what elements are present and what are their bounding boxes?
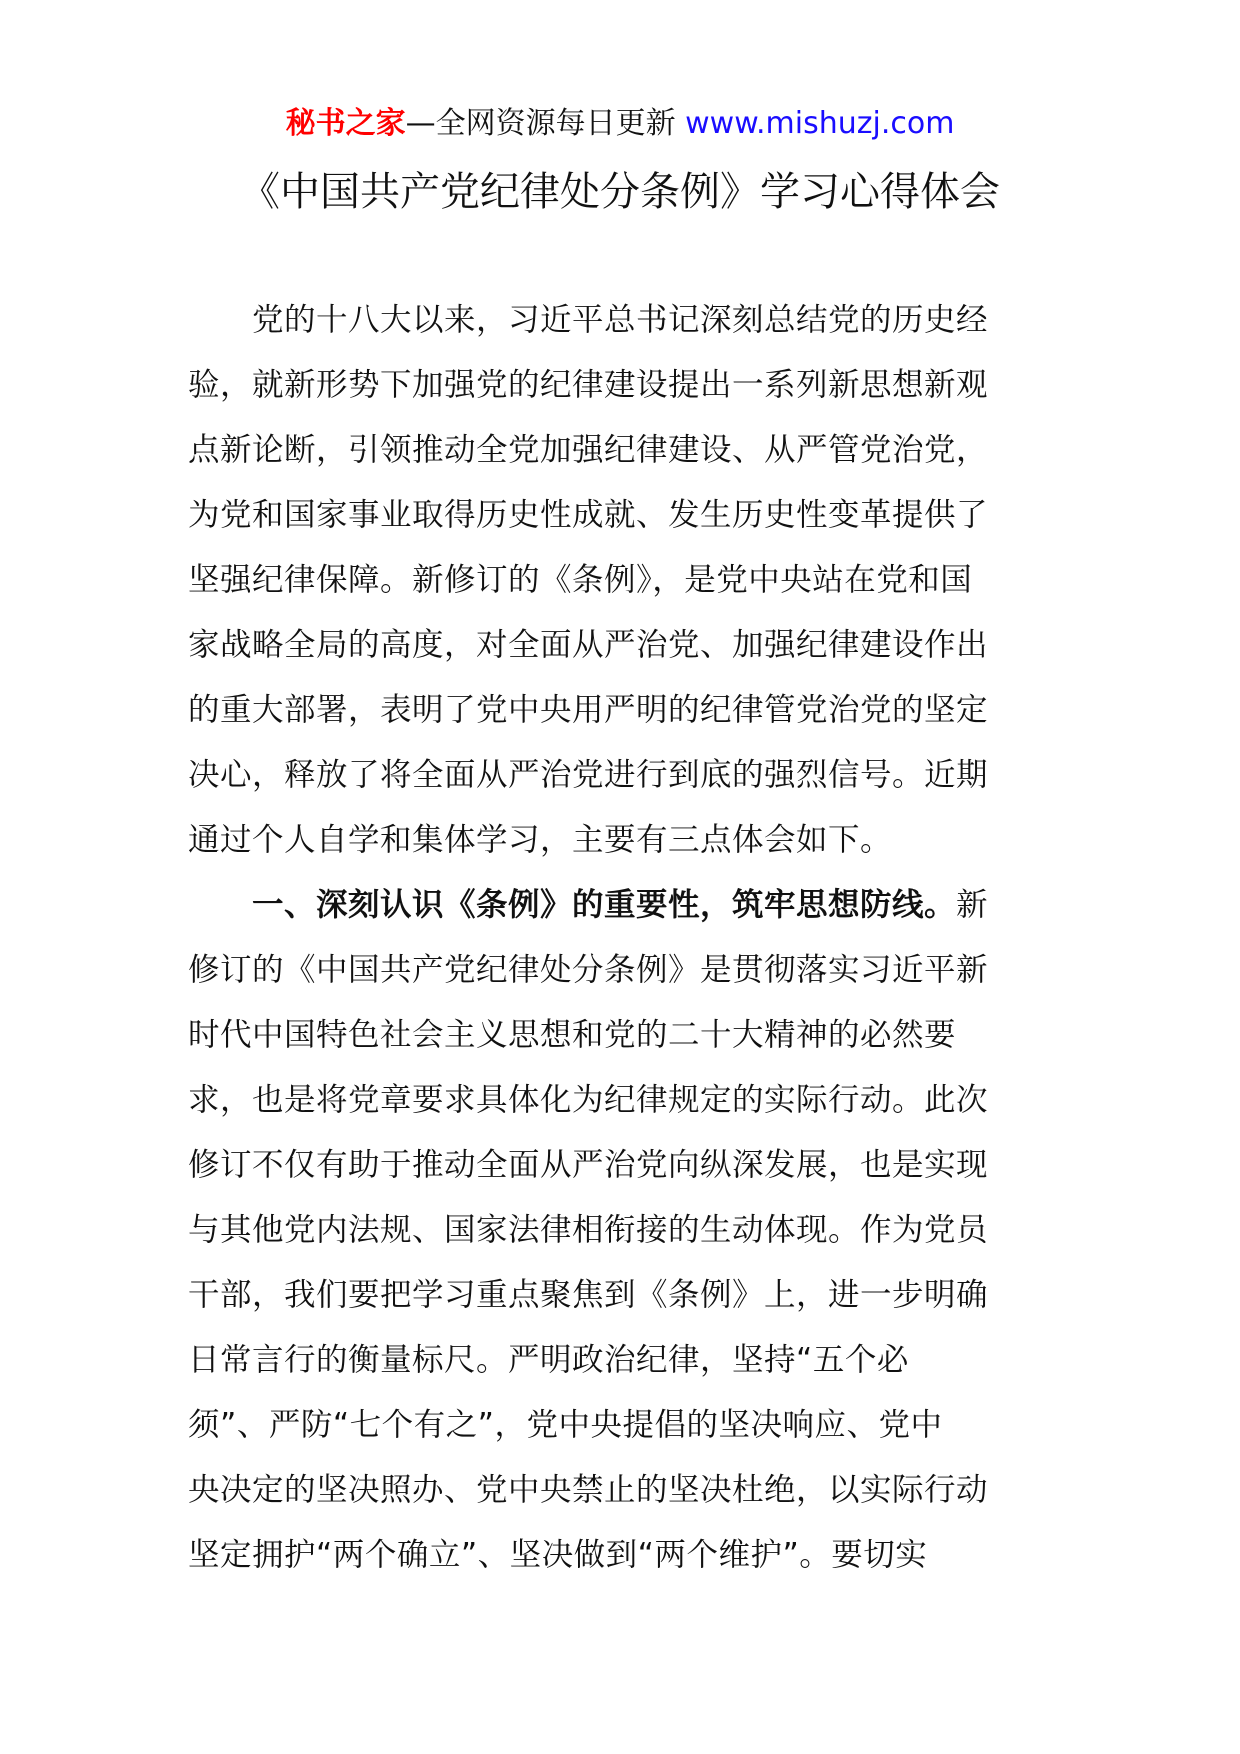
paragraph-1-line: 坚强纪律保障。新修订的《条例》，是党中央站在党和国 [188, 562, 973, 598]
paragraph-2-line: 日常言行的衡量标尺。严明政治纪律，坚持“五个必 [188, 1342, 909, 1378]
section-heading-1: 一、深刻认识《条例》的重要性，筑牢思想防线。 [252, 887, 957, 923]
paragraph-2-line: 与其他党内法规、国家法律相衔接的生动体现。作为党员 [188, 1212, 989, 1248]
paragraph-2-line: 时代中国特色社会主义思想和党的二十大精神的必然要 [188, 1017, 957, 1053]
paragraph-2-first-line-rest: 新 [956, 887, 989, 923]
paragraph-1-line: 点新论断，引领推动全党加强纪律建设、从严管党治党， [188, 432, 989, 468]
site-tagline: —全网资源每日更新 [405, 106, 686, 141]
paragraph-1-line: 为党和国家事业取得历史性成就、发生历史性变革提供了 [188, 497, 989, 533]
paragraph-2-first-line [188, 873, 1054, 938]
paragraph-2-line: 修订的《中国共产党纪律处分条例》是贯彻落实习近平新 [188, 952, 989, 988]
paragraph-2-line: 干部，我们要把学习重点聚焦到《条例》上，进一步明确 [188, 1277, 989, 1313]
paragraph-2-line: 坚定拥护“两个确立”、坚决做到“两个维护”。要切实 [188, 1537, 928, 1573]
paragraph-2-line: 求，也是将党章要求具体化为纪律规定的实际行动。此次 [188, 1082, 989, 1118]
site-header [0, 104, 1240, 144]
paragraph-2-line: 修订不仅有助于推动全面从严治党向纵深发展，也是实现 [188, 1147, 989, 1183]
site-brand: 秘书之家 [285, 106, 406, 141]
paragraph-1-line: 家战略全局的高度，对全面从严治党、加强纪律建设作出 [188, 627, 989, 663]
paragraph-1-line: 通过个人自学和集体学习，主要有三点体会如下。 [188, 822, 893, 858]
paragraph-1-line: 的重大部署，表明了党中央用严明的纪律管党治党的坚定 [188, 692, 989, 728]
paragraph-2-line: 央决定的坚决照办、党中央禁止的坚决杜绝，以实际行动 [188, 1472, 989, 1508]
document-title: 《中国共产党纪律处分条例》学习心得体会 [240, 169, 1000, 215]
paragraph-2-line: 须”、严防“七个有之”，党中央提倡的坚决响应、党中 [188, 1407, 943, 1443]
site-url-link[interactable]: www.mishuzj.com [685, 106, 955, 141]
paragraph-1-line: 党的十八大以来，习近平总书记深刻总结党的历史经 [252, 302, 989, 338]
paragraph-1-line: 决心，释放了将全面从严治党进行到底的强烈信号。近期 [188, 757, 989, 793]
paragraph-1-line: 验，就新形势下加强党的纪律建设提出一系列新思想新观 [188, 367, 989, 403]
document-body [188, 288, 1054, 1588]
